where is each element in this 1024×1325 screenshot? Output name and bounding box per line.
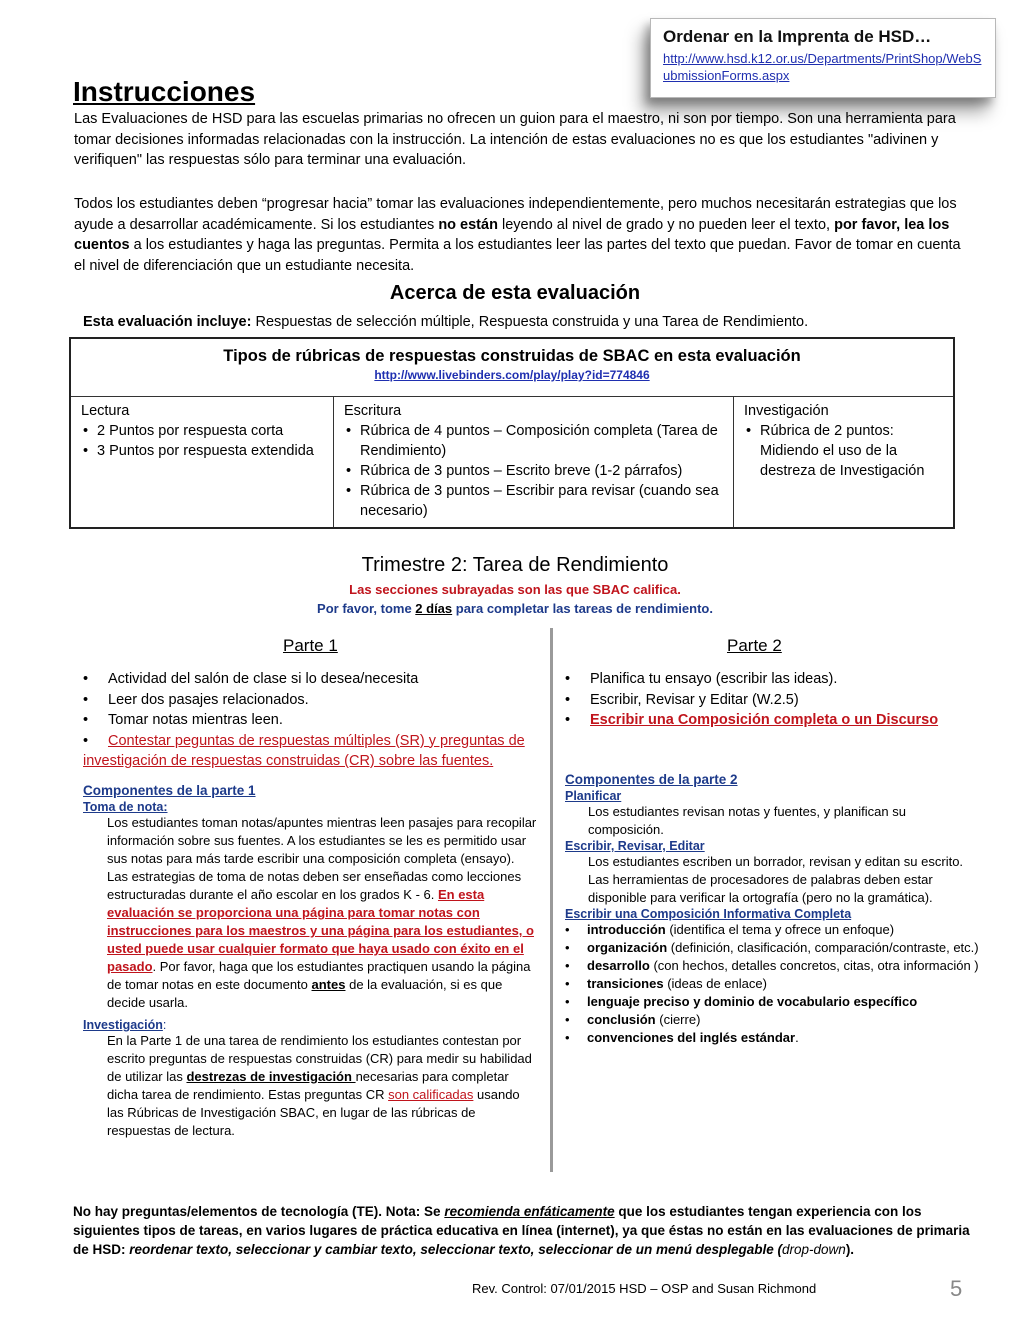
rubric-table — [69, 337, 955, 529]
text-span: que los estudiantes tengan experiencia con los siguientes tipos de tareas, en varios lugares de práctica educativa en línea (internet), ya que éstas no están en las evaluaciones de primaria de HSD: — [73, 1204, 970, 1257]
part1-components-title: Componentes de la parte 1 — [83, 783, 256, 798]
text-span: (ideas de enlace) — [663, 976, 767, 991]
text-span: (identifica el tema y ofrece un enfoque) — [665, 922, 895, 937]
bold-span: destrezas de investigación — [186, 1069, 356, 1084]
bold-span: organización — [587, 940, 668, 955]
text-span: Todos los estudiantes deben “progresar hacia” tomar las evaluaciones independientemente, pero muchos necesitarán estrategias que los ayude a desarrollar académicamente. Si los estudiantes — [74, 196, 957, 233]
text-span: (cierre) — [655, 1012, 701, 1027]
list-item: • Escribir, Revisar y Editar (W.2.5) — [565, 690, 955, 711]
list-item: • Planifica tu ensayo (escribir las ideas). — [565, 669, 955, 690]
order-link[interactable]: http://www.hsd.k12.or.us/Departments/PrintShop/WebSubmissionForms.aspx — [663, 51, 982, 83]
revision-control: Rev. Control: 07/01/2015 HSD – OSP and Susan Richmond — [472, 1281, 817, 1296]
write-heading: Escribir, Revisar, Editar — [565, 839, 705, 853]
notes-text — [83, 814, 539, 1012]
includes-line — [83, 314, 808, 330]
antes-span: antes — [311, 977, 346, 992]
rubric-link[interactable]: http://www.livebinders.com/play/play?id=774846 — [374, 368, 650, 382]
text-span: Los estudiantes toman notas/apuntes mientras leen pasajes para recopilar información sobre sus fuentes. A los estudiantes se les es permitido usar sus notas para más tarde escribir una composición completa (ensayo). Las estrategias de toma de notas deben ser enseñadas como lecciones estructuradas durante el año escolar en los grados K - 6. — [107, 815, 537, 902]
list-item — [565, 957, 985, 975]
list-item: • Tomar notas mientras leen. — [83, 710, 548, 731]
list-item — [565, 939, 985, 957]
about-heading: Acerca de esta evaluación — [389, 282, 641, 304]
col-heading: Escritura — [344, 403, 402, 419]
list-item — [565, 1011, 985, 1029]
text-span: ). — [845, 1242, 855, 1257]
text-span: . — [795, 1030, 799, 1045]
text-span: Por favor, tome — [317, 601, 416, 616]
red-span: son calificadas — [388, 1087, 474, 1102]
bold-span: lenguaje preciso y dominio de vocabulario específico — [587, 994, 918, 1009]
includes-label: Esta evaluación incluye: — [83, 314, 252, 330]
list-item: • Leer dos pasajes relacionados. — [83, 690, 548, 711]
bold-span: introducción — [587, 922, 666, 937]
composition-heading: Escribir una Composición Informativa Completa — [565, 907, 852, 921]
text-span: (con hechos, detalles concretos, citas, otra información ) — [649, 958, 979, 973]
part2-components-title: Componentes de la parte 2 — [565, 772, 738, 787]
students-paragraph — [74, 194, 964, 276]
days-span: 2 días — [415, 601, 453, 616]
text-span: En la Parte 1 de una tarea de rendimiento los estudiantes contestan por escrito preguntas de respuestas construidas (CR) para medir su habilidad de utilizar las — [107, 1033, 532, 1084]
text-span: a los estudiantes y haga las preguntas. Permita a los estudiantes leer las partes del texto que puedan. Favor de tomar en cuenta el nivel de diferenciación que un estudiante necesita. — [74, 237, 961, 274]
plan-text: Los estudiantes revisan notas y fuentes, y planifican su composición. — [588, 804, 906, 837]
text-span: para completar las tareas de rendimiento. — [452, 601, 713, 616]
red-span: En esta evaluación se proporciona una página para tomar notas con instrucciones para los maestros y una página para los estudiantes, o usted puede usar cualquier formato que haya usado con éxito en el pasado — [107, 887, 534, 974]
part1-components — [83, 783, 539, 1140]
print-shop-order-box — [650, 18, 996, 98]
part2-list — [565, 669, 955, 731]
rubric-col-research — [734, 397, 953, 527]
intro-paragraph: Las Evaluaciones de HSD para las escuelas primarias no ofrecen un guion para el maestro, ni son por tiempo. Son una herramienta para tomar decisiones informadas relacionadas con la instrucción. La intención de estas evaluaciones no es que los estudiantes "adivinen y verifiquen" las respuestas sólo para terminar una evaluación. — [74, 111, 956, 168]
text-span: (definición, clasificación, comparación/contraste, etc.) — [667, 940, 979, 955]
part1-red-item: • Contestar peguntas de respuestas múltiples (SR) y preguntas de investigación de respuestas construidas (CR) sobre las fuentes. — [83, 732, 525, 769]
list-item — [565, 1029, 985, 1047]
column-divider — [550, 628, 553, 1172]
colon: : — [162, 1018, 167, 1032]
bold-span: no están — [438, 216, 498, 233]
page-title: Instrucciones — [73, 76, 256, 107]
write-text-1: Los estudiantes escriben un borrador, revisan y editan su escrito. — [588, 854, 964, 869]
rubric-col-reading — [71, 397, 334, 527]
bold-span: convenciones del inglés estándar — [587, 1030, 796, 1045]
list-item — [565, 710, 955, 731]
research-heading: Investigación — [83, 1018, 163, 1032]
text-span: No hay preguntas/elementos de tecnología (TE). Nota: Se — [73, 1204, 445, 1219]
research-text — [83, 1032, 539, 1140]
bold-span: conclusión — [587, 1012, 656, 1027]
page-number: 5 — [950, 1276, 963, 1301]
emphasis-span: recomienda enfáticamente — [444, 1204, 615, 1219]
list-item: • Actividad del salón de clase si lo desea/necesita — [83, 669, 548, 690]
list-item — [565, 993, 985, 1011]
text-span: usando las Rúbricas de Investigación SBAC, en lugar de las rúbricas de respuestas de lectura. — [107, 1087, 520, 1138]
bold-span: transiciones — [587, 976, 664, 991]
list-item: • Rúbrica de 3 puntos – Escrito breve (1-2 párrafos) — [344, 461, 723, 481]
col-heading: Investigación — [744, 403, 829, 419]
trimester-note-red: Las secciones subrayadas son las que SBAC califica. — [349, 582, 681, 597]
plan-heading: Planificar — [565, 789, 622, 803]
part2-components — [565, 772, 985, 1047]
red-item-text: Escribir una Composición completa o un Discurso — [590, 712, 939, 728]
part1-heading: Parte 1 — [283, 636, 338, 655]
trimester-heading: Trimestre 2: Tarea de Rendimiento — [361, 554, 669, 576]
write-text-2: Las herramientas de procesadores de palabras deben estar disponible para verificar la ortografía (pero no la gramática). — [588, 872, 933, 905]
text-span: necesarias para completar dicha tarea de rendimiento. Estas preguntas CR — [107, 1069, 509, 1102]
list-item: • Rúbrica de 4 puntos – Composición completa (Tarea de Rendimiento) — [344, 421, 723, 461]
red-item-text: Contestar peguntas de respuestas múltiples (SR) y preguntas de investigación de respuestas construidas (CR) sobre las fuentes. — [83, 732, 525, 769]
order-title: Ordenar en la Imprenta de HSD… — [663, 27, 932, 46]
italic-span: drop-down — [782, 1242, 846, 1257]
text-span: de la evaluación, si es que decide usarla. — [107, 977, 503, 1010]
rubric-table-header — [71, 339, 953, 397]
list-item — [565, 975, 985, 993]
trimester-note-days — [0, 601, 1024, 616]
list-item: • 2 Puntos por respuesta corta — [81, 421, 323, 441]
part2-heading: Parte 2 — [727, 636, 782, 655]
text-span: leyendo al nivel de grado y no pueden leer el texto, — [497, 216, 835, 233]
technology-note — [73, 1202, 988, 1259]
list-item — [565, 921, 985, 939]
rubric-title: Tipos de rúbricas de respuestas construidas de SBAC en esta evaluación — [223, 347, 801, 365]
bold-span: desarrollo — [587, 958, 650, 973]
rubric-col-writing — [334, 397, 734, 527]
bold-span: por favor, lea los cuentos — [74, 216, 950, 253]
col-heading: Lectura — [81, 403, 130, 419]
text-span: . Por favor, haga que los estudiantes practiquen usando la página de tomar notas en este documento — [107, 959, 531, 992]
list-item: • 3 Puntos por respuesta extendida — [81, 441, 323, 461]
includes-text: Respuestas de selección múltiple, Respuesta construida y una Tarea de Rendimiento. — [251, 314, 809, 330]
research-heading-line — [83, 1018, 539, 1032]
list-item: • Rúbrica de 2 puntos: Midiendo el uso de la destreza de Investigación — [744, 421, 943, 481]
italic-span: reordenar texto, seleccionar y cambiar texto, seleccionar texto, seleccionar de un menú desplegable ( — [129, 1242, 783, 1257]
list-item: • Rúbrica de 3 puntos – Escribir para revisar (cuando sea necesario) — [344, 481, 723, 521]
part1-list — [83, 669, 548, 772]
notes-heading: Toma de nota: — [83, 800, 168, 814]
